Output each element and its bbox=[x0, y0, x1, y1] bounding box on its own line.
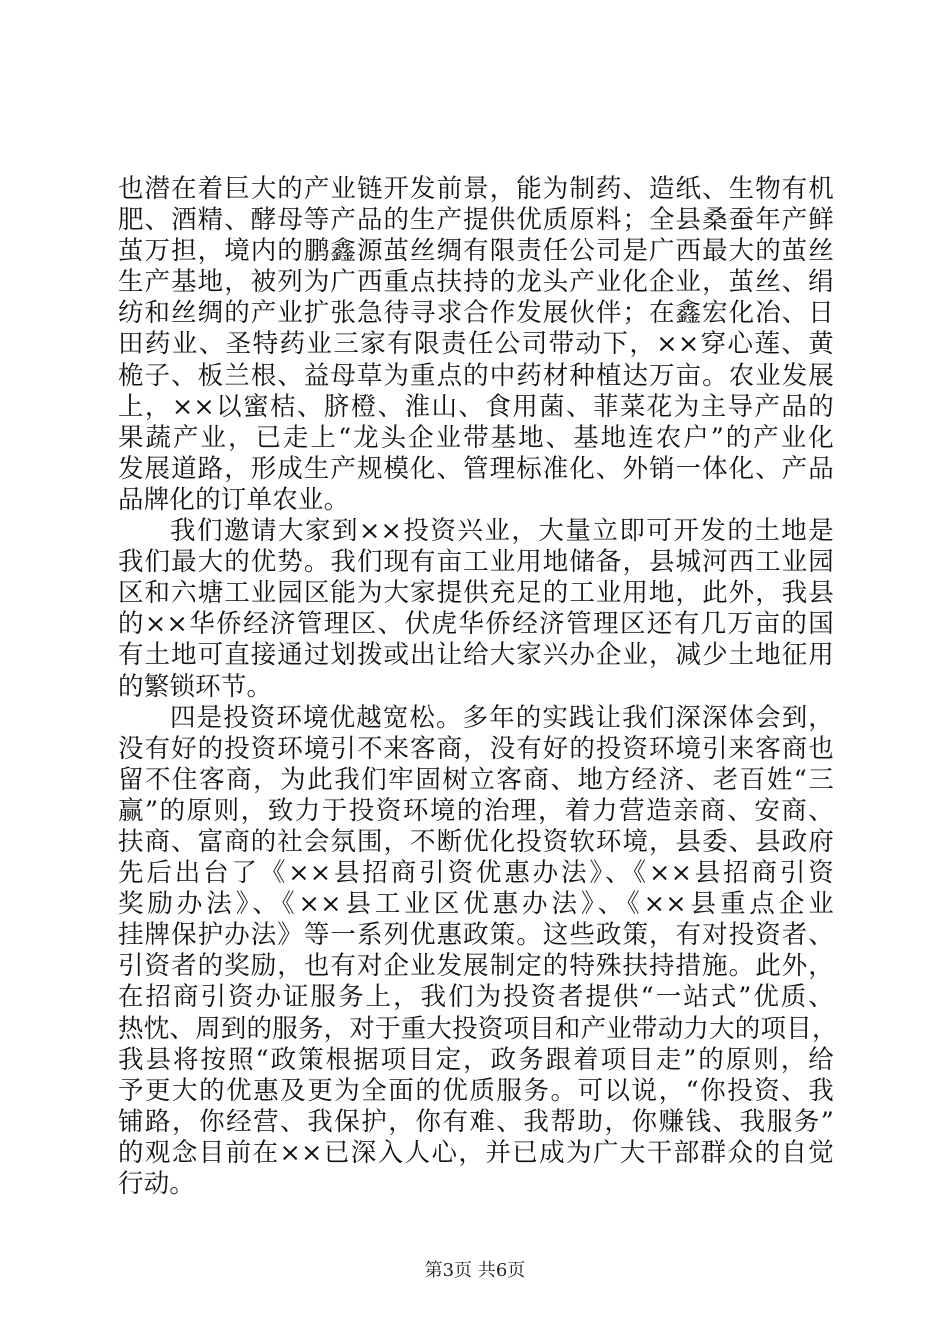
paragraph-start-line: 四是投资环境优越宽松。多年的实践让我们深深体会到， bbox=[170, 702, 834, 733]
text-line: 的观念目前在××已深入人心，并已成为广大干部群众的自觉 bbox=[118, 1137, 834, 1168]
text-line: 发展道路，形成生产规模化、管理标准化、外销一体化、产品 bbox=[118, 453, 834, 484]
text-line: 纺和丝绸的产业扩张急待寻求合作发展伙伴；在鑫宏化冶、日 bbox=[118, 298, 834, 329]
text-line: 茧万担，境内的鹏鑫源茧丝绸有限责任公司是广西最大的茧丝 bbox=[118, 236, 834, 267]
text-line: 有土地可直接通过划拨或出让给大家兴办企业，减少土地征用 bbox=[118, 640, 834, 671]
text-line: 在招商引资办证服务上，我们为投资者提供“一站式”优质、 bbox=[118, 982, 834, 1013]
text-line: 奖励办法》、《××县工业区优惠办法》、《××县重点企业 bbox=[118, 889, 834, 920]
text-line: 扶商、富商的社会氛围，不断优化投资软环境，县委、县政府 bbox=[118, 826, 834, 857]
text-line: 品牌化的订单农业。 bbox=[118, 484, 350, 515]
text-line: 区和六塘工业园区能为大家提供充足的工业用地，此外，我县 bbox=[118, 578, 834, 609]
text-line: 赢”的原则，致力于投资环境的治理，着力营造亲商、安商、 bbox=[118, 795, 834, 826]
text-line: 没有好的投资环境引不来客商，没有好的投资环境引来客商也 bbox=[118, 733, 834, 764]
text-line: 的繁锁环节。 bbox=[118, 671, 273, 702]
text-line: 田药业、圣特药业三家有限责任公司带动下，××穿心莲、黄 bbox=[118, 329, 834, 360]
text-line: 热忱、周到的服务，对于重大投资项目和产业带动力大的项目， bbox=[118, 1013, 838, 1044]
text-line: 挂牌保护办法》等一系列优惠政策。这些政策，有对投资者、 bbox=[118, 920, 834, 951]
text-line: 先后出台了《××县招商引资优惠办法》、《××县招商引资 bbox=[118, 858, 834, 889]
page-number-footer: 第3页 共6页 bbox=[424, 1260, 526, 1281]
document-body bbox=[118, 174, 838, 1200]
text-line: 桅子、板兰根、益母草为重点的中药材种植达万亩。农业发展 bbox=[118, 360, 834, 391]
text-line: 行动。 bbox=[118, 1169, 196, 1199]
text-line: 也潜在着巨大的产业链开发前景，能为制药、造纸、生物有机 bbox=[118, 174, 834, 204]
text-line: 我们最大的优势。我们现有亩工业用地储备，县城河西工业园 bbox=[118, 547, 834, 578]
text-line: 上，××以蜜桔、脐橙、淮山、食用菌、菲菜花为主导产品的 bbox=[118, 391, 834, 422]
text-line: 的××华侨经济管理区、伏虎华侨经济管理区还有几万亩的国 bbox=[118, 609, 834, 640]
text-line: 引资者的奖励，也有对企业发展制定的特殊扶持措施。此外， bbox=[118, 951, 834, 982]
text-line: 我县将按照“政策根据项目定，政务跟着项目走”的原则，给 bbox=[118, 1044, 834, 1075]
text-line: 生产基地，被列为广西重点扶持的龙头产业化企业，茧丝、绢 bbox=[118, 267, 834, 298]
text-line: 铺路，你经营、我保护，你有难、我帮助，你赚钱、我服务” bbox=[118, 1106, 834, 1137]
text-line: 予更大的优惠及更为全面的优质服务。可以说，“你投资、我 bbox=[118, 1075, 834, 1106]
text-line: 留不住客商，为此我们牢固树立客商、地方经济、老百姓“三 bbox=[118, 764, 834, 795]
text-line: 肥、酒精、酵母等产品的生产提供优质原料；全县桑蚕年产鲜 bbox=[118, 205, 834, 236]
paragraph-start-line: 我们邀请大家到××投资兴业，大量立即可开发的土地是 bbox=[170, 516, 834, 547]
text-line: 果蔬产业，已走上“龙头企业带基地、基地连农户”的产业化 bbox=[118, 422, 834, 453]
